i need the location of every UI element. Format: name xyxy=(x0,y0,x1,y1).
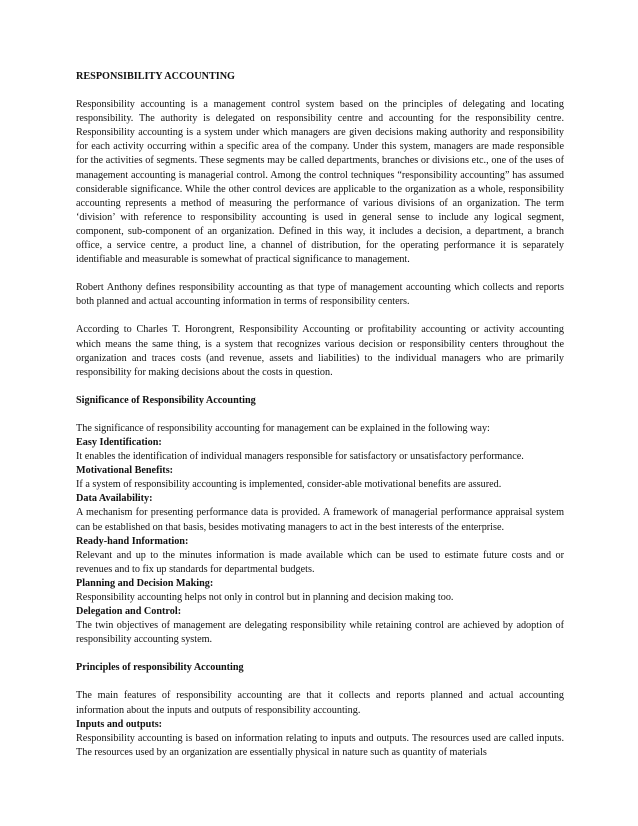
significance-item-text: If a system of responsibility accounting is implemented, consider-able motivational benefits are assured. xyxy=(76,479,502,491)
principles-section xyxy=(76,689,564,759)
principles-item-text: Responsibility accounting is based on information relating to inputs and outputs. The resources used are called inputs. The resources used by an organization are essentially physical in nature such as quantity of materials xyxy=(76,732,564,758)
intro-paragraph-1: Responsibility accounting is a management control system based on the principles of delegating and locating responsibility. The authority is delegated on responsibility centre and accounting for the responsibility centre. Responsibility accounting is a system under which managers are given decisions making authority and responsibility for each activity occurring within a specific area of the company. Under this system, managers are made responsible for the activities of segments. These segments may be called departments, branches or divisions etc., one of the uses of management accounting is managerial control. Among the control techniques “responsibility accounting” has assumed considerable significance. While the other control devices are applicable to the organization as a whole, responsibility accounting represents a method of measuring the performance of various divisions of an organization. The term ‘division’ with reference to responsibility accounting is used in general sense to include any logical segment, component, sub-component of an organization. Defined in this way, it includes a decision, a department, a branch office, a service centre, a product line, a channel of distribution, for the operating performance it is separately identifiable and measurable is somewhat of practical significance to management. xyxy=(76,99,564,266)
significance-section xyxy=(76,422,564,648)
principles-lead: The main features of responsibility accounting are that it collects and reports planned and actual accounting information about the inputs and outputs of responsibility accounting. xyxy=(76,690,564,716)
principles-heading: Principles of responsibility Accounting xyxy=(76,662,244,674)
principles-item-title: Inputs and outputs: xyxy=(76,718,163,730)
significance-item-text: Responsibility accounting helps not only in control but in planning and decision making too. xyxy=(76,592,454,603)
intro-paragraph-3: According to Charles T. Horongrent, Responsibility Accounting or profitability accounting or activity accounting which means the same thing, is a system that recognizes various decision or responsibility centers throughout the organization and traces costs (and revenue, assets and liabilities) to the individual managers who are primarily responsibility for making decisions about the costs in question. xyxy=(76,324,564,378)
significance-item-title: Delegation and Control: xyxy=(76,606,182,618)
significance-heading: Significance of Responsibility Accounting xyxy=(76,394,256,406)
significance-item-text: A mechanism for presenting performance data is provided. A framework of managerial performance appraisal system can be established on that basis, besides motivating managers to act in the best interests of the enterprise. xyxy=(76,507,564,533)
intro-paragraph-2: Robert Anthony defines responsibility accounting as that type of management accounting which collects and reports both planned and actual accounting information in terms of responsibility centers. xyxy=(76,282,564,308)
significance-item-title: Planning and Decision Making: xyxy=(76,577,214,589)
significance-item-text: The twin objectives of management are delegating responsibility while retaining control are achieved by adoption of responsibility accounting system. xyxy=(76,620,564,646)
significance-lead: The significance of responsibility accounting for management can be explained in the following way: xyxy=(76,422,490,434)
document-title: RESPONSIBILITY ACCOUNTING xyxy=(76,71,235,82)
document-page xyxy=(76,70,564,760)
significance-item-title: Ready-hand Information: xyxy=(76,535,189,547)
significance-item-title: Data Availability: xyxy=(76,493,153,505)
significance-item-text: It enables the identification of individual managers responsible for satisfactory or unsatisfactory performance. xyxy=(76,451,524,463)
significance-item-text: Relevant and up to the minutes information is made available which can be used to estimate future costs and or revenues and to fix up standards for departmental budgets. xyxy=(76,549,564,575)
significance-item-title: Motivational Benefits: xyxy=(76,465,174,477)
significance-item-title: Easy Identification: xyxy=(76,436,162,448)
